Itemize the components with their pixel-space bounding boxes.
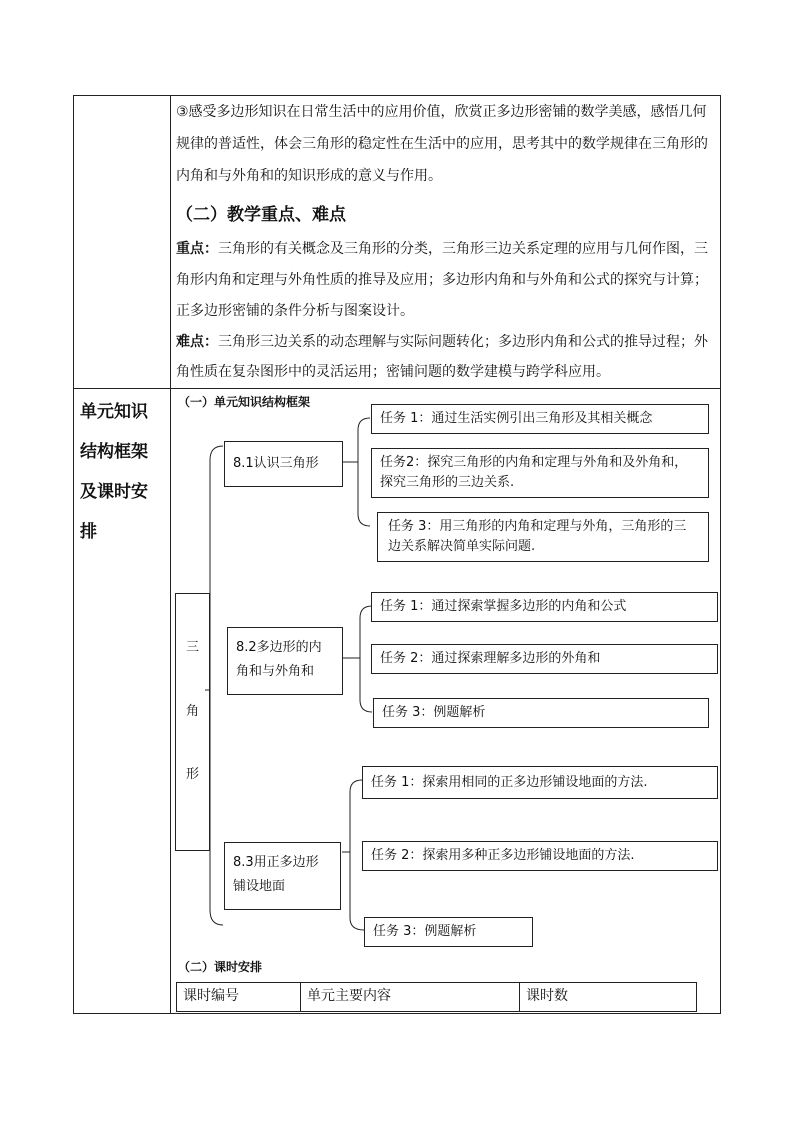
root-topic-box bbox=[175, 593, 210, 851]
root-topic-char: 角 bbox=[186, 704, 200, 719]
focus-label: 重点： bbox=[176, 241, 218, 257]
framework-heading: （一）单元知识结构框架 bbox=[178, 395, 311, 409]
root-topic-char: 形 bbox=[186, 767, 200, 782]
objective-line: 内角和与外角和的知识形成的意义与作用。 bbox=[176, 168, 442, 184]
difficulty-line: 角性质在复杂图形中的灵活运用；密铺问题的数学建模与跨学科应用。 bbox=[176, 364, 610, 380]
schedule-header-cell: 课时编号 bbox=[176, 982, 301, 1012]
section-box-8-3: 8.3用正多边形 铺设地面 bbox=[224, 842, 341, 910]
side-label-line: 及课时安 bbox=[80, 482, 148, 502]
task-box: 任务 2：通过探索理解多边形的外角和 bbox=[371, 644, 718, 674]
side-label-line: 排 bbox=[80, 522, 97, 542]
focus-line: 正多边形密铺的条件分析与图案设计。 bbox=[176, 303, 414, 319]
difficulty-label: 难点： bbox=[176, 334, 218, 350]
focus-line: 角形内角和定理与外角性质的推导及应用；多边形内角和与外角和公式的探究与计算； bbox=[176, 272, 708, 288]
section-box-8-2: 8.2多边形的内 角和与外角和 bbox=[227, 627, 343, 695]
schedule-header-cell: 单元主要内容 bbox=[300, 982, 520, 1012]
task-box: 任务 3：例题解析 bbox=[364, 917, 533, 947]
root-topic-char: 三 bbox=[186, 640, 200, 655]
objective-line: 规律的普适性，体会三角形的稳定性在生活中的应用，思考其中的数学规律在三角形的 bbox=[176, 136, 708, 152]
difficulty-line: 难点：三角形三边关系的动态理解与实际问题转化；多边形内角和公式的推导过程；外 bbox=[176, 334, 708, 350]
task-box: 任务 3：用三角形的内角和定理与外角，三角形的三 边关系解决简单实际问题. bbox=[377, 512, 709, 562]
task-box: 任务 1：通过生活实例引出三角形及其相关概念 bbox=[371, 404, 709, 434]
key-points-heading: （二）教学重点、难点 bbox=[176, 205, 346, 225]
schedule-header-cell: 课时数 bbox=[519, 982, 697, 1012]
side-label-line: 结构框架 bbox=[80, 442, 148, 462]
side-label-line: 单元知识 bbox=[80, 402, 148, 422]
task-box: 任务 1：探索用相同的正多边形铺设地面的方法. bbox=[362, 766, 718, 799]
objective-line: ③感受多边形知识在日常生活中的应用价值，欣赏正多边形密铺的数学美感，感悟几何 bbox=[176, 104, 707, 120]
task-box: 任务2：探究三角形的内角和定理与外角和及外角和， 探究三角形的三边关系. bbox=[371, 448, 709, 498]
section-box-8-1: 8.1认识三角形 bbox=[224, 441, 343, 487]
schedule-heading: （二）课时安排 bbox=[178, 960, 263, 974]
focus-line: 重点：三角形的有关概念及三角形的分类，三角形三边关系定理的应用与几何作图，三 bbox=[176, 241, 708, 257]
task-box: 任务 1：通过探索掌握多边形的内角和公式 bbox=[371, 592, 718, 622]
task-box: 任务 2：探索用多种正多边形铺设地面的方法. bbox=[362, 841, 718, 871]
task-box: 任务 3：例题解析 bbox=[373, 698, 709, 728]
